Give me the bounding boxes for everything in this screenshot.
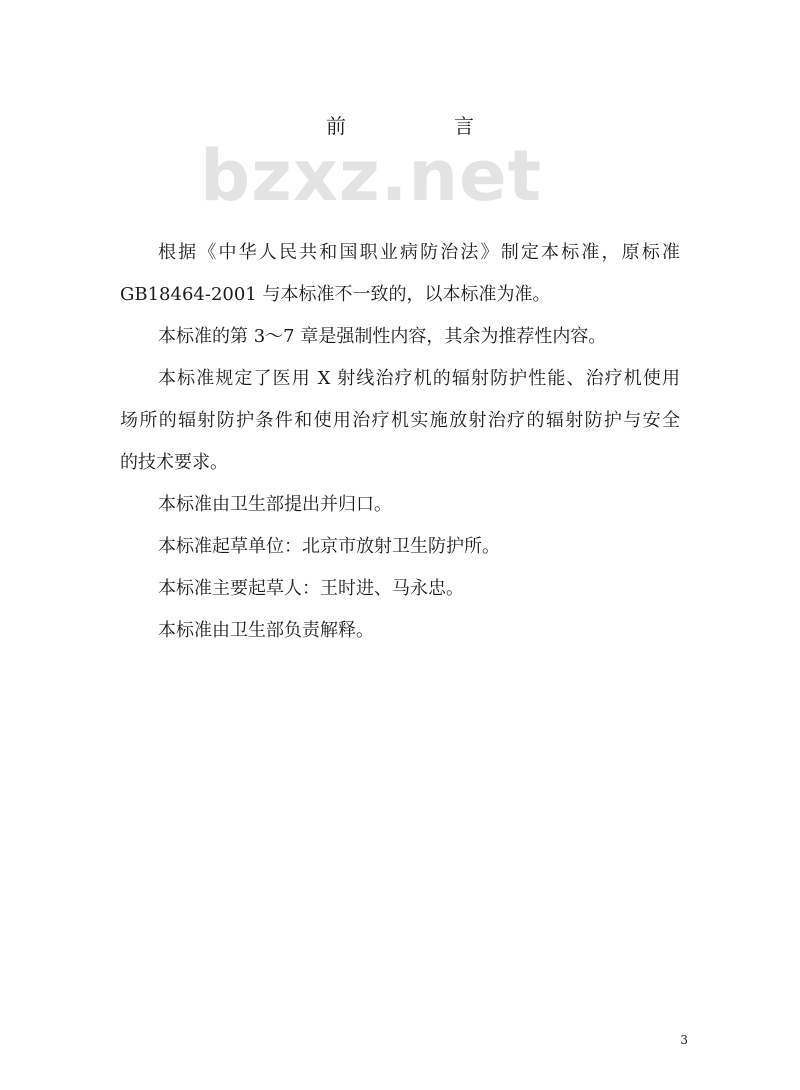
- paragraph-line: 根据《中华人民共和国职业病防治法》制定本标准，原标准: [158, 242, 680, 263]
- heading-char-1: 前: [326, 114, 346, 138]
- paragraph-line: 本标准由卫生部提出并归口。: [158, 494, 392, 515]
- paragraph-line: 本标准由卫生部负责解释。: [158, 620, 374, 641]
- paragraph-line: 本标准的第 3～7 章是强制性内容，其余为推荐性内容。: [158, 326, 607, 347]
- paragraph-line: GB18464-2001 与本标准不一致的，以本标准为准。: [120, 284, 551, 305]
- paragraph-line: 本标准起草单位：北京市放射卫生防护所。: [158, 536, 500, 557]
- paragraph-line: 场所的辐射防护条件和使用治疗机实施放射治疗的辐射防护与安全: [120, 410, 680, 431]
- watermark: bzxz.net: [200, 135, 543, 217]
- foreword-body: [120, 232, 680, 652]
- paragraph-line: 本标准主要起草人：王时进、马永忠。: [158, 578, 464, 599]
- paragraph-line: 本标准规定了医用 X 射线治疗机的辐射防护性能、治疗机使用: [158, 368, 680, 389]
- page-number: 3: [680, 1033, 688, 1047]
- heading-char-2: 言: [454, 114, 474, 138]
- paragraph-line: 的技术要求。: [120, 452, 228, 473]
